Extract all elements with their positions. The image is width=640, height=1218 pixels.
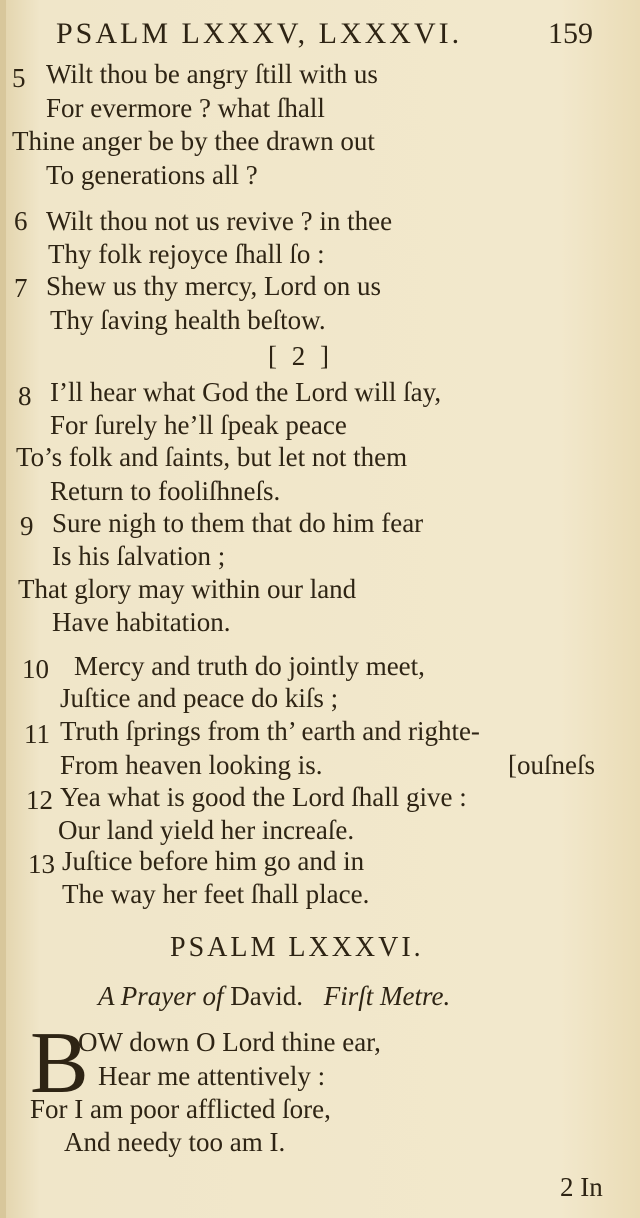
verse-line: Juſtice before him go and in [62,846,365,876]
verse-line: Is his ſalvation ; [52,541,226,571]
verse-line: Wilt thou be angry ſtill with us [46,59,378,89]
verse-line: To generations all ? [46,160,258,190]
verse-line: Thine anger be by thee drawn out [12,126,375,156]
verse-number: 11 [24,719,50,749]
verse-line: Truth ſprings from th’ earth and righte- [60,716,480,746]
catchword: 2 In [560,1172,603,1202]
stanza-marker: [ 2 ] [268,341,333,371]
running-header: PSALM LXXXV, LXXXVI. [56,17,463,50]
drop-cap: B [30,1015,89,1112]
verse-line: For evermore ? what ſhall [46,93,325,123]
verse-line: To’s folk and ſaints, but let not them [16,442,408,472]
verse-line: Hear me attentively : [98,1061,326,1091]
verse-line: Yea what is good the Lord ſhall give : [60,782,467,812]
verse-line: Our land yield her increaſe. [58,815,355,845]
verse-line: Wilt thou not us revive ? in thee [46,206,393,236]
verse-number: 6 [14,206,28,236]
verse-number: 12 [26,785,53,815]
page-gutter [0,0,6,1218]
verse-number: 10 [22,654,49,684]
verse-number: 5 [12,63,26,93]
verse-number: 9 [20,511,34,541]
verse-line: Juſtice and peace do kiſs ; [60,683,339,713]
verse-line: Thy folk rejoyce ſhall ſo : [48,239,325,269]
subtitle-part-1: A Prayer of [98,981,224,1011]
verse-line: The way her feet ſhall place. [62,879,370,909]
verse-line: And needy too am I. [64,1127,286,1157]
verse-line: That glory may within our land [18,574,357,604]
verse-line: For I am poor afflicted ſore, [30,1094,331,1124]
verse-line: Have habitation. [52,607,231,637]
verse-line: Shew us thy mercy, Lord on us [46,271,381,301]
verse-number: 7 [14,273,28,303]
psalm-subtitle [98,980,450,1012]
verse-number: 13 [28,849,55,879]
psalm-title: PSALM LXXXVI. [170,932,424,963]
subtitle-part-2: David. [230,981,303,1011]
page-number: 159 [548,17,593,50]
verse-line: For ſurely he’ll ſpeak peace [50,410,347,440]
verse-line: OW down O Lord thine ear, [78,1027,381,1057]
verse-line: From heaven looking is. [60,750,323,780]
verse-line-turnover: [ouſneſs [508,750,595,780]
verse-line: Mercy and truth do jointly meet, [74,651,425,681]
verse-line: Sure nigh to them that do him fear [52,508,424,538]
subtitle-part-3: Firſt Metre. [323,981,451,1011]
verse-number: 8 [18,381,32,411]
verse-line: Thy ſaving health beſtow. [50,305,326,335]
verse-line: I’ll hear what God the Lord will ſay, [50,377,442,407]
verse-line: Return to fooliſhneſs. [50,476,281,506]
